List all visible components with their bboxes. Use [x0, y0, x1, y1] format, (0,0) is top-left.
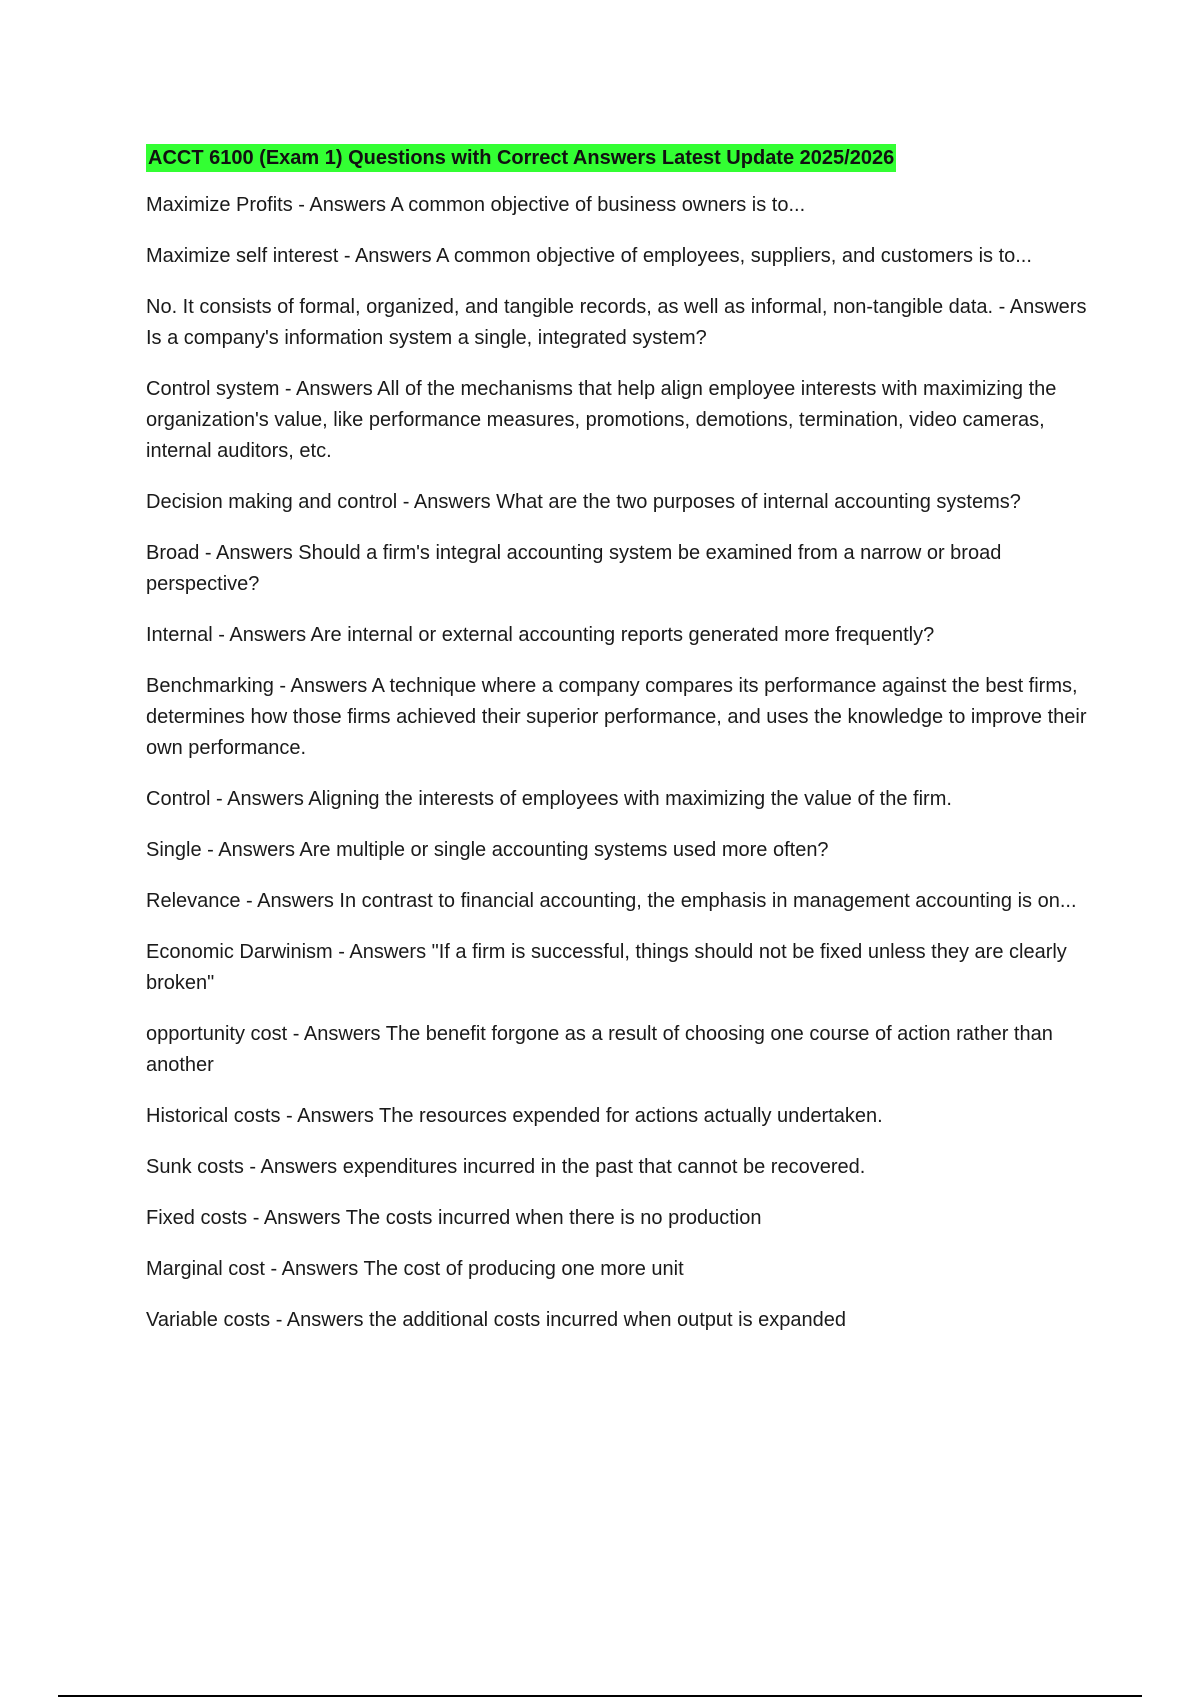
- qa-entry: Variable costs - Answers the additional costs incurred when output is expanded: [146, 1309, 847, 1331]
- qa-entry: Control system - Answers All of the mechanisms that help align employee interests with maximizing the organization's value, like performance measures, promotions, demotions, termination, video cameras, internal auditors, etc.: [146, 378, 1057, 462]
- qa-entry: opportunity cost - Answers The benefit forgone as a result of choosing one course of action rather than another: [146, 1023, 1053, 1076]
- qa-entry: Control - Answers Aligning the interests of employees with maximizing the value of the firm.: [146, 788, 952, 810]
- qa-entry: Relevance - Answers In contrast to financial accounting, the emphasis in management accounting is on...: [146, 890, 1077, 912]
- qa-entry: Internal - Answers Are internal or external accounting reports generated more frequently?: [146, 624, 935, 646]
- qa-entry: Maximize Profits - Answers A common objective of business owners is to...: [146, 194, 806, 216]
- qa-entry: Broad - Answers Should a firm's integral accounting system be examined from a narrow or broad perspective?: [146, 542, 1002, 595]
- qa-entry: Sunk costs - Answers expenditures incurred in the past that cannot be recovered.: [146, 1156, 866, 1178]
- qa-entry: Benchmarking - Answers A technique where a company compares its performance against the best firms, determines how those firms achieved their superior performance, and uses the knowledge to improve their own performance.: [146, 675, 1087, 759]
- qa-entry: Decision making and control - Answers What are the two purposes of internal accounting systems?: [146, 491, 1021, 513]
- document-title: ACCT 6100 (Exam 1) Questions with Correct Answers Latest Update 2025/2026: [146, 144, 896, 172]
- qa-entry: Economic Darwinism - Answers "If a firm is successful, things should not be fixed unless they are clearly broken": [146, 941, 1067, 994]
- qa-entry: Single - Answers Are multiple or single accounting systems used more often?: [146, 839, 829, 861]
- qa-entry: Historical costs - Answers The resources expended for actions actually undertaken.: [146, 1105, 883, 1127]
- qa-entry: Maximize self interest - Answers A common objective of employees, suppliers, and customers is to...: [146, 245, 1032, 267]
- document-page: [146, 144, 1096, 1356]
- qa-entry: No. It consists of formal, organized, and tangible records, as well as informal, non-tangible data. - Answers Is a company's information system a single, integrated system?: [146, 296, 1087, 349]
- footer-divider: [58, 1695, 1142, 1697]
- qa-entry: Marginal cost - Answers The cost of producing one more unit: [146, 1258, 684, 1280]
- qa-entry: Fixed costs - Answers The costs incurred when there is no production: [146, 1207, 762, 1229]
